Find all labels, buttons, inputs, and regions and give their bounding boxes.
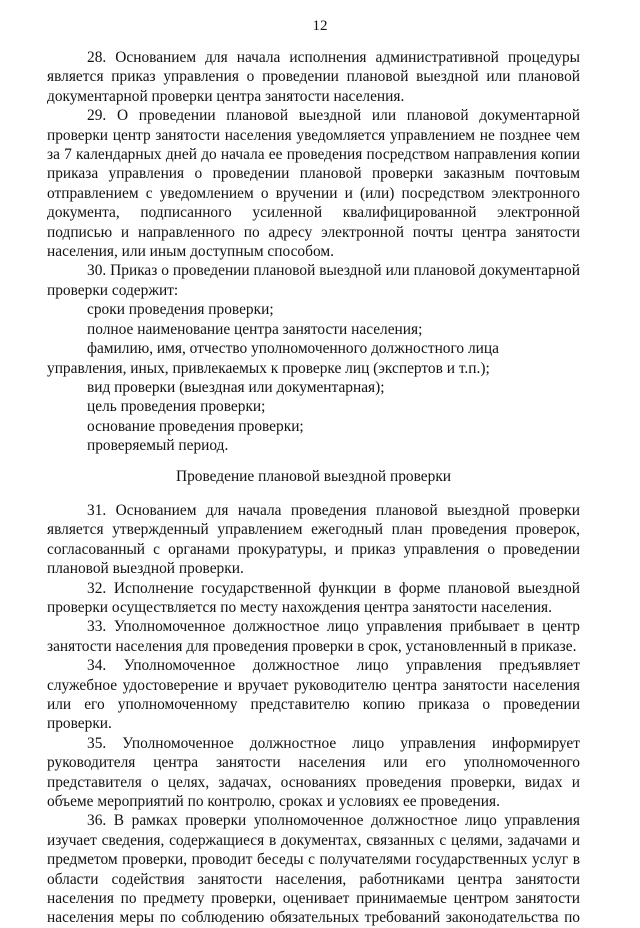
paragraph-31: 31. Основанием для начала проведения плановой выездной проверки является утвержденный управлением ежегодный план проведения проверок, согласованный с органами прокуратуры, и приказ управления о проведении плановой выездной проверки. — [47, 501, 580, 578]
page-number: 12 — [312, 18, 328, 34]
list-item-inspection-type: вид проверки (выездная или документарная); — [87, 378, 385, 396]
paragraph-36: 36. В рамках проверки уполномоченное должностное лицо управления изучает сведения, содержащиеся в документах, связанных с целями, задачами и предметом проверки, проводит беседы с получателями государственных услуг в области содействия занятости населения, работниками центра занятости населения по предмету проверки, оценивает принимаемые центром занятости населения меры по соблюдению обязательных требований законодательства по — [47, 812, 580, 927]
paragraph-35: 35. Уполномоченное должностное лицо управления информирует руководителя центра занятости населения или его уполномоченного представителя о целях, задачах, основаниях проведения проверки, видах и объеме мероприятий по контролю, сроках и условиях ее проведения. — [47, 734, 580, 811]
paragraph-33: 33. Уполномоченное должностное лицо управления прибывает в центр занятости населения для проведения проверки в срок, установленный в приказе. — [47, 618, 580, 655]
section-heading: Проведение плановой выездной проверки — [175, 467, 452, 485]
paragraph-29: 29. О проведении плановой выездной или плановой документарной проверки центр занятости населения уведомляется управлением не позднее чем за 7 календарных дней до начала ее проведения посредством направления копии приказа управления о проведении плановой проверки заказным почтовым отправлением с уведомлением о вручении и (или) посредством электронного документа, подписанного усиленной квалифицированной электронной подписью и направленного по адресу электронной почты центра занятости населения, или иным доступным способом. — [47, 107, 580, 261]
document-body — [47, 48, 580, 928]
list-item-inspection-basis: основание проведения проверки; — [87, 417, 304, 435]
list-item-inspection-dates: сроки проведения проверки; — [87, 301, 274, 319]
paragraph-28: 28. Основанием для начала исполнения административной процедуры является приказ управления о проведении плановой выездной или плановой документарной проверки центра занятости населения. — [47, 49, 580, 105]
list-item-center-name: полное наименование центра занятости населения; — [87, 320, 423, 338]
inspection-order-contents-list — [47, 300, 580, 455]
paragraph-32: 32. Исполнение государственной функции в форме плановой выездной проверки осуществляется по месту нахождения центра занятости населения. — [47, 579, 580, 616]
paragraph-30: 30. Приказ о проведении плановой выездной или плановой документарной проверки содержит: — [47, 262, 580, 299]
list-item-inspection-purpose: цель проведения проверки; — [87, 398, 266, 416]
list-item-officer-name: фамилию, имя, отчество уполномоченного должностного лица управления, иных, привлекаемых к проверке лиц (экспертов и т.п.); — [47, 340, 499, 377]
list-item-inspected-period: проверяемый период. — [87, 437, 229, 455]
paragraph-34: 34. Уполномоченное должностное лицо управления предъявляет служебное удостоверение и вручает руководителю центра занятости населения или его уполномоченному представителю копию приказа о проведении проверки. — [47, 657, 580, 733]
